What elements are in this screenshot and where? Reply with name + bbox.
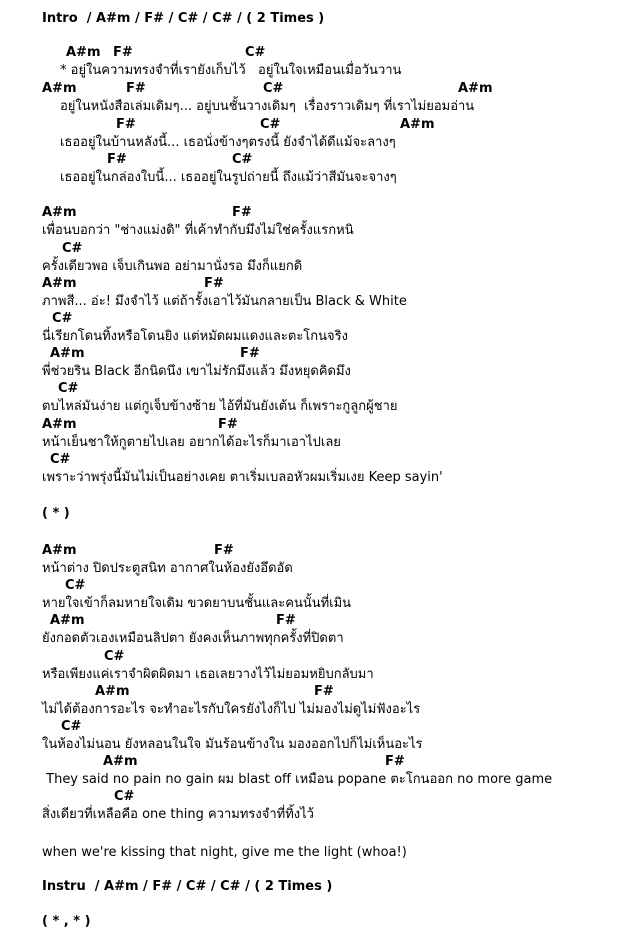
chord-label: C# (245, 45, 266, 60)
lyric-line: หน้าต่าง ปิดประตูสนิท อากาศในห้องยังอึดอัด (42, 561, 293, 576)
lyric-line: They said no pain no gain ผม blast off เหมือน popane ตะโกนออก no more game (42, 772, 553, 787)
outro-lyric-line: when we're kissing that night, give me the light (whoa!) (42, 845, 407, 860)
chord-label: F# (204, 276, 224, 291)
lyric-line: หรือเพียงแค่เราจำผิดผิดมา เธอเลยวางไว้ไม่ยอมหยิบกลับมา (42, 667, 374, 682)
chord-label: F# (107, 152, 127, 167)
chord-label: A#m (103, 754, 138, 769)
lyric-line: หายใจเข้าก็ลมหายใจเดิม ขวดยาบนชั้นและคนนั้นที่เมิน (42, 596, 352, 611)
chord-label: F# (218, 417, 238, 432)
chord-label: F# (113, 45, 133, 60)
chord-label: C# (61, 719, 82, 734)
chord-label: F# (232, 205, 252, 220)
chord-label: A#m (400, 117, 435, 132)
lyric-line: นี่เรียกโดนทิ้งหรือโดนยิง แต่หมัดผมแดงและตะโกนจริง (42, 329, 348, 344)
chord-label: C# (50, 452, 71, 467)
chord-label: C# (52, 311, 73, 326)
lyric-line: ในห้องไม่นอน ยังหลอนในใจ มันร้อนข้างใน มองออกไปก็ไม่เห็นอะไร (42, 737, 423, 752)
lyric-line: ภาพสี... อ่ะ! มึงจำไว้ แต่ถ้ารั้งเอาไว้มันกลายเป็น Black & White (42, 294, 407, 309)
chord-label: A#m (42, 276, 77, 291)
chord-label: C# (114, 789, 135, 804)
lyric-line: อยู่ในหนังสือเล่มเดิมๆ... อยู่บนชั้นวางเดิมๆ เรื่องราวเดิมๆ ที่เราไม่ยอมอ่าน (60, 99, 475, 114)
lyric-line: * อยู่ในความทรงจำที่เรายังเก็บไว้ อยู่ในใจเหมือนเมื่อวันวาน (60, 63, 402, 78)
chord-label: F# (276, 613, 296, 628)
chord-label: F# (240, 346, 260, 361)
lyric-line: เธออยู่ในบ้านหลังนี้... เธอนั่งข้างๆตรงนี้ ยังจำได้ดีแม้จะลางๆ (60, 135, 396, 150)
chord-label: A#m (50, 346, 85, 361)
chord-label: F# (314, 684, 334, 699)
lyric-line: พี่ช่วยริน Black อีกนิดนึง เขาไม่รักมึงแล้ว มึงหยุดคิดมึง (42, 364, 351, 379)
chord-label: F# (116, 117, 136, 132)
chord-label: A#m (42, 81, 77, 96)
lyric-line: ไม่ได้ต้องการอะไร จะทำอะไรกับใครยังไงก็ไป ไม่มองไม่ดูไม่ฟังอะไร (42, 702, 421, 717)
chord-label: C# (263, 81, 284, 96)
chord-label: F# (126, 81, 146, 96)
chord-label: A#m (42, 543, 77, 558)
lyric-line: ยังกอดตัวเองเหมือนลิปตา ยังคงเห็นภาพทุกครั้งที่ปิดตา (42, 631, 344, 646)
instru-line: Instru / A#m / F# / C# / C# / ( 2 Times ) (42, 879, 333, 894)
lyric-line: ตบไหล่มันง่าย แต่กูเจ็บข้างซ้าย ไอ้ที่มันยังเต้น ก็เพราะกูลูกผู้ชาย (42, 399, 398, 414)
chord-label: F# (385, 754, 405, 769)
chord-label: A#m (95, 684, 130, 699)
repeat-chorus-twice-marker: ( * , * ) (42, 914, 91, 929)
lyric-line: สิ่งเดียวที่เหลือคือ one thing ความทรงจำที่ทิ้งไว้ (42, 807, 314, 822)
chord-label: F# (214, 543, 234, 558)
chord-label: A#m (66, 45, 101, 60)
chord-label: C# (58, 381, 79, 396)
repeat-chorus-marker: ( * ) (42, 506, 70, 521)
chord-label: A#m (50, 613, 85, 628)
chord-label: A#m (458, 81, 493, 96)
lyric-line: ครั้งเดียวพอ เจ็บเกินพอ อย่ามานั่งรอ มึงก็แยกดิ (42, 259, 303, 274)
chord-label: C# (260, 117, 281, 132)
chord-label: A#m (42, 205, 77, 220)
lyric-line: เพราะว่าพรุ่งนี้มันไม่เป็นอย่างเคย ตาเริ่มเบลอหัวผมเริ่มเงย Keep sayin' (42, 470, 443, 485)
chord-label: C# (65, 578, 86, 593)
chord-label: A#m (42, 417, 77, 432)
lyric-line: เพื่อนบอกว่า "ช่างแม่งดิ" ที่เค้าทำกับมึงไม่ใช่ครั้งแรกหนิ (42, 223, 354, 238)
chord-label: C# (62, 241, 83, 256)
lyric-line: หน้าเย็นชาให้กูตายไปเลย อยากได้อะไรก็มาเอาไปเลย (42, 435, 341, 450)
chord-label: C# (104, 649, 125, 664)
chord-label: C# (232, 152, 253, 167)
intro-line: Intro / A#m / F# / C# / C# / ( 2 Times ) (42, 11, 325, 26)
lyric-line: เธออยู่ในกล่องใบนี้... เธออยู่ในรูปถ่ายนี้ ถึงแม้ว่าสีมันจะจางๆ (60, 170, 397, 185)
